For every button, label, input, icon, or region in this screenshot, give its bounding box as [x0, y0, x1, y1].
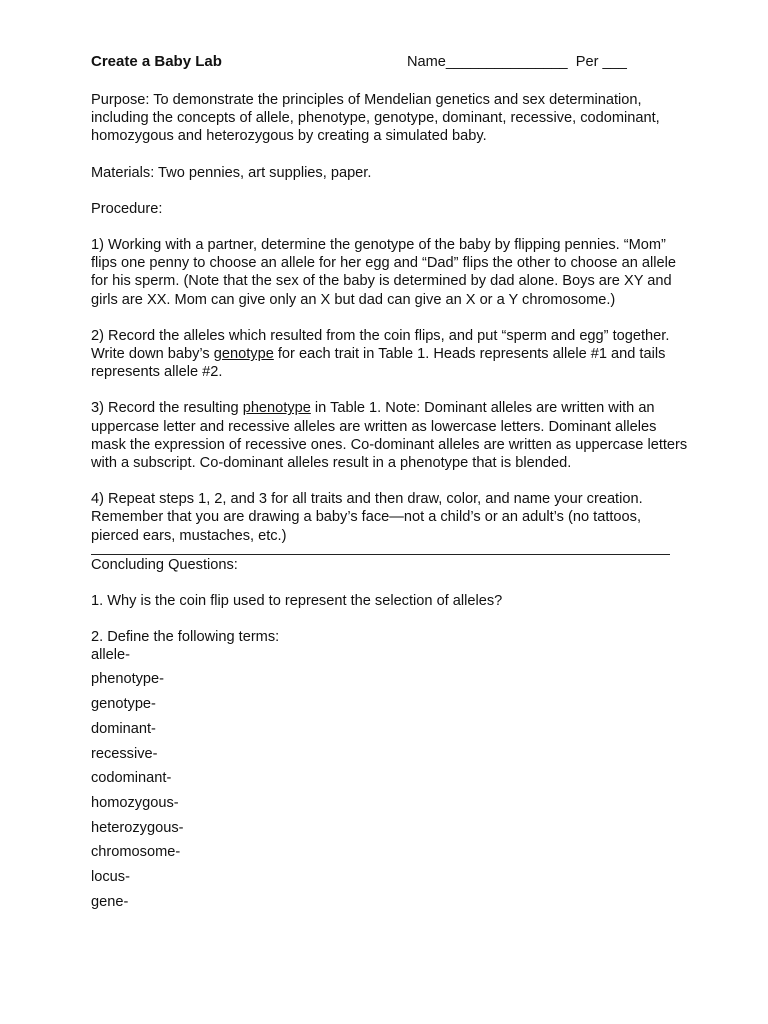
term-codominant: codominant- [91, 770, 172, 787]
step-3-text-start: 3) Record the resulting [91, 400, 243, 417]
term-heterozygous: heterozygous- [91, 819, 184, 836]
concluding-questions-heading: Concluding Questions: [91, 556, 238, 573]
procedure-step-2 [91, 327, 691, 382]
step-3-text-end: in Table 1. Note: Dominant alleles are written with an uppercase letter and recessive alleles are written as lowercase letters. Dominant alleles mask the expression of recessive ones. Co-dominant alleles are written as uppercase letters with a subscript. Co-dominant alleles result in a phenotype that is blended. [91, 400, 688, 472]
worksheet-header [91, 53, 691, 73]
term-gene: gene- [91, 893, 129, 910]
purpose-paragraph: Purpose: To demonstrate the principles of Mendelian genetics and sex determination, including the concepts of allele, phenotype, genotype, dominant, recessive, codominant, homozygous and heterozygous by creating a simulated baby. [91, 92, 660, 145]
terms-list [91, 646, 691, 917]
term-locus: locus- [91, 868, 130, 885]
procedure-step-1: 1) Working with a partner, determine the genotype of the baby by flipping pennies. “Mom” flips one penny to choose an allele for her egg and “Dad” flips the other to choose an allele for his sperm. (Note that the sex of the baby is determined by dad alone. Boys are XY and girls are XX. Mom can give only an X but dad can give an X or a Y chromosome.) [91, 237, 676, 308]
term-chromosome: chromosome- [91, 844, 181, 861]
procedure-step-4: 4) Repeat steps 1, 2, and 3 for all traits and then draw, color, and name your creation. Remember that you are drawing a baby’s face—not a child’s or an adult’s (no tattoos, pierced ears, mustaches, etc.) [91, 491, 643, 544]
term-phenotype: phenotype- [91, 671, 165, 688]
term-dominant: dominant- [91, 720, 156, 737]
worksheet-page [91, 53, 691, 917]
name-period-field: Name_______________ Per ___ [407, 54, 627, 70]
procedure-heading: Procedure: [91, 200, 163, 217]
materials-paragraph: Materials: Two pennies, art supplies, paper. [91, 164, 372, 181]
procedure-step-3 [91, 399, 691, 472]
question-2: 2. Define the following terms: [91, 629, 280, 646]
term-genotype: genotype- [91, 696, 156, 713]
step-2-text-end: for each trait in Table 1. Heads represents allele #1 and tails represents allele #2. [91, 346, 666, 381]
page-title: Create a Baby Lab [91, 53, 222, 70]
term-recessive: recessive- [91, 745, 158, 762]
step-2-text-start: 2) Record the alleles which resulted from the coin flips, and put “sperm and egg” together. Write down baby’s [91, 327, 670, 363]
question-1: 1. Why is the coin flip used to represent the selection of alleles? [91, 593, 503, 610]
section-divider [91, 554, 670, 555]
term-allele: allele- [91, 647, 130, 664]
genotype-underlined-term: genotype [213, 346, 274, 363]
term-homozygous: homozygous- [91, 794, 179, 811]
phenotype-underlined-term: phenotype [242, 400, 311, 417]
